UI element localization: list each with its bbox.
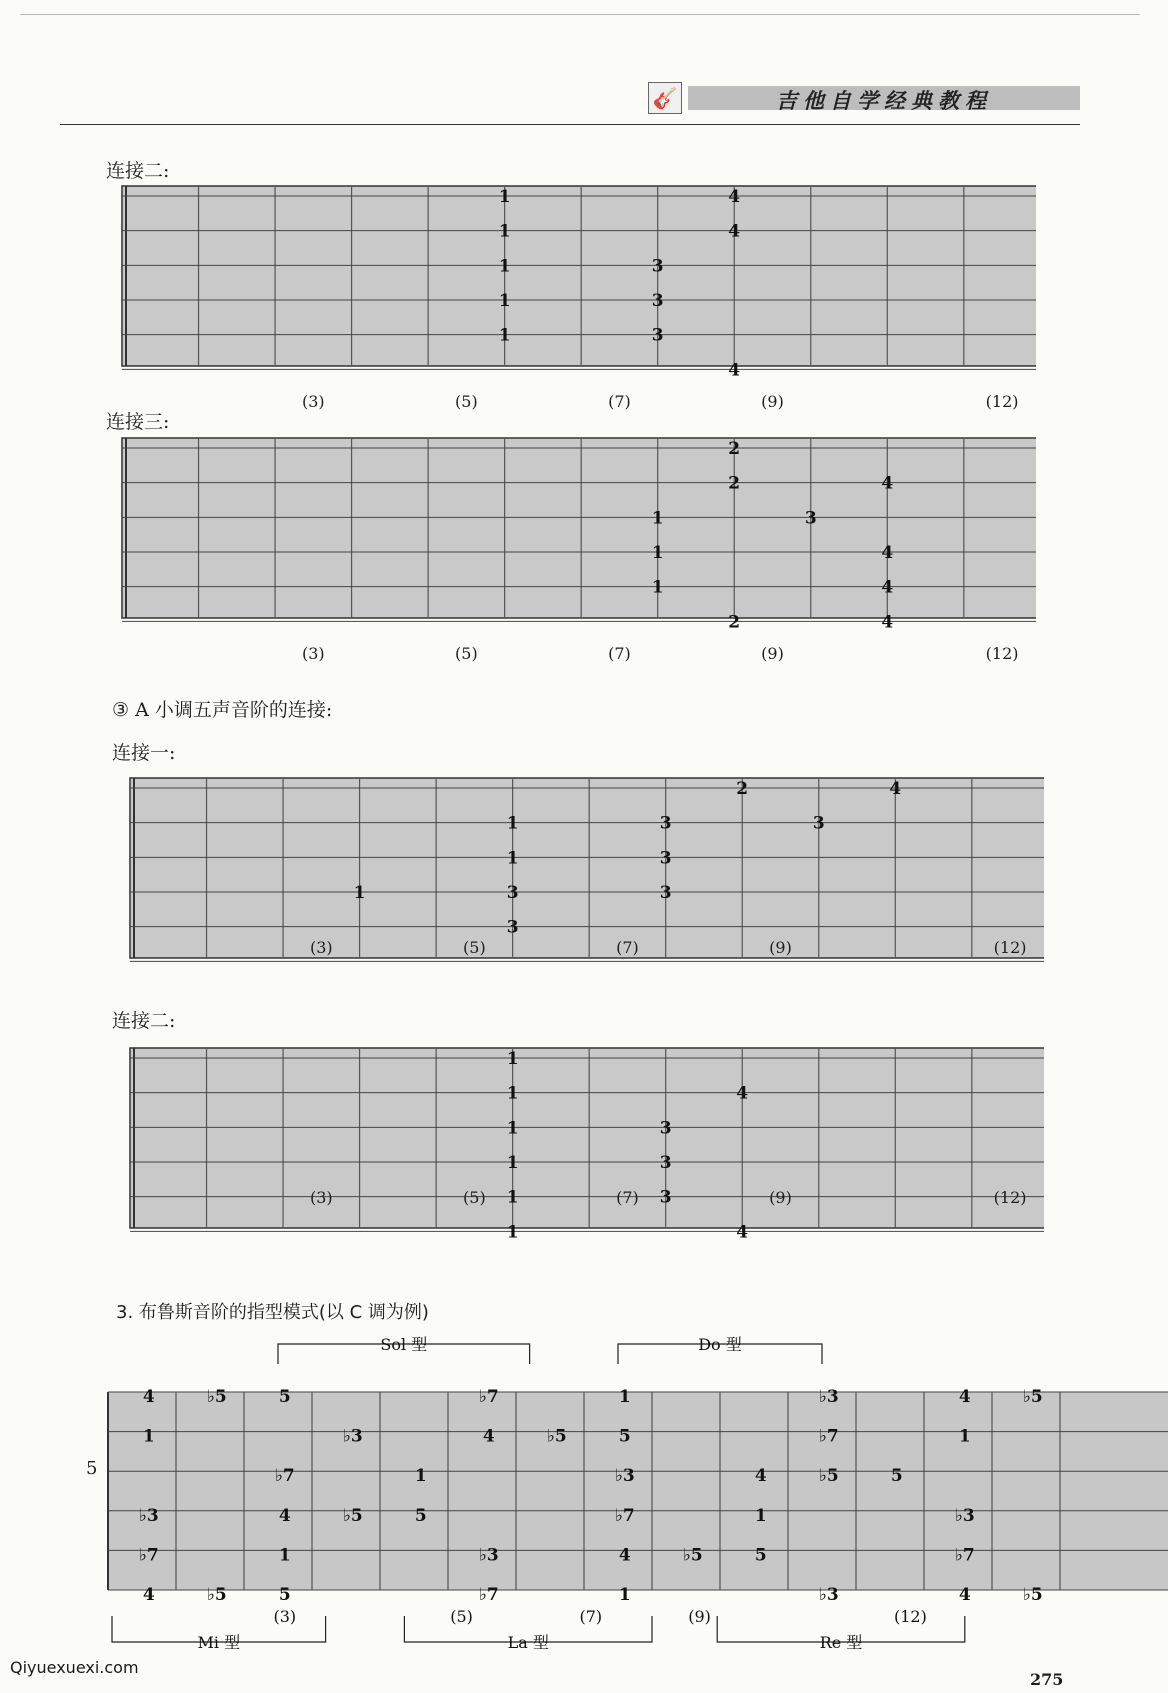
finger-number: 3 bbox=[659, 883, 672, 903]
scale-degree: ♭7 bbox=[954, 1545, 975, 1566]
scale-degree: 4 bbox=[618, 1545, 631, 1566]
finger-number: 4 bbox=[889, 779, 902, 799]
fret-label: (3) bbox=[309, 938, 333, 957]
board-1-label: 连接二: bbox=[106, 160, 170, 182]
blues-fret-label: (12) bbox=[893, 1607, 927, 1626]
string-number: 5 bbox=[86, 1458, 98, 1479]
scale-degree: 4 bbox=[482, 1426, 495, 1447]
fretboard-bg bbox=[130, 1048, 1044, 1228]
scale-degree: 4 bbox=[958, 1585, 971, 1605]
finger-number: 1 bbox=[498, 291, 511, 311]
fretboard-bg bbox=[122, 186, 1036, 366]
fret-label: (5) bbox=[455, 392, 478, 411]
finger-number: 1 bbox=[498, 221, 511, 242]
finger-number: 1 bbox=[506, 1153, 519, 1173]
scale-degree: ♭3 bbox=[954, 1505, 975, 1526]
finger-number: 1 bbox=[506, 813, 519, 834]
fret-label: (12) bbox=[985, 392, 1019, 411]
finger-number: 3 bbox=[659, 813, 672, 834]
fretboard-1 bbox=[110, 178, 1036, 382]
finger-number: 3 bbox=[506, 917, 519, 938]
scale-degree: ♭5 bbox=[546, 1426, 567, 1447]
header-rule bbox=[60, 124, 1080, 125]
finger-number: 4 bbox=[881, 543, 894, 563]
scale-degree: ♭7 bbox=[818, 1426, 839, 1447]
top-rule bbox=[20, 14, 1140, 15]
finger-number: 1 bbox=[506, 1187, 519, 1208]
finger-number: 1 bbox=[651, 508, 664, 529]
page-header bbox=[640, 82, 1080, 113]
finger-number: 1 bbox=[506, 1083, 519, 1104]
finger-number: 1 bbox=[506, 1049, 519, 1069]
finger-number: 4 bbox=[881, 577, 894, 598]
finger-number: 1 bbox=[498, 325, 511, 346]
fretboard-bg bbox=[122, 438, 1036, 618]
finger-number: 4 bbox=[728, 221, 741, 242]
finger-number: 3 bbox=[659, 1153, 672, 1173]
scale-degree: ♭7 bbox=[274, 1466, 295, 1487]
fret-label: (12) bbox=[993, 938, 1027, 957]
scale-degree: ♭7 bbox=[138, 1545, 159, 1566]
finger-number: 4 bbox=[728, 187, 741, 207]
finger-number: 1 bbox=[498, 187, 511, 207]
bracket-label: Sol 型 bbox=[380, 1335, 428, 1354]
scale-degree: ♭7 bbox=[478, 1387, 499, 1407]
scale-degree: 1 bbox=[618, 1585, 631, 1605]
scale-degree: ♭5 bbox=[682, 1545, 703, 1566]
fretboard-3 bbox=[118, 770, 1044, 974]
scale-degree: 4 bbox=[958, 1387, 971, 1407]
fretboard-2 bbox=[110, 430, 1036, 634]
fret-label: (7) bbox=[608, 392, 631, 411]
finger-number: 1 bbox=[651, 543, 664, 563]
scale-degree: 1 bbox=[958, 1426, 971, 1447]
finger-number: 1 bbox=[498, 256, 511, 277]
board-3-label: 连接一: bbox=[112, 742, 176, 764]
finger-number: 3 bbox=[812, 813, 825, 834]
bracket-label: Re 型 bbox=[819, 1633, 863, 1652]
section-title: ③ A 小调五声音阶的连接: bbox=[112, 699, 333, 721]
finger-number: 1 bbox=[506, 848, 519, 869]
bracket-label: Mi 型 bbox=[197, 1633, 241, 1652]
finger-number: 3 bbox=[659, 1187, 672, 1208]
finger-number: 2 bbox=[728, 439, 741, 459]
blues-fret-label: (9) bbox=[688, 1607, 711, 1626]
board-4-label: 连接二: bbox=[112, 1010, 176, 1032]
scale-degree: ♭5 bbox=[206, 1387, 227, 1407]
scale-degree: 4 bbox=[754, 1466, 767, 1487]
scale-degree: 1 bbox=[618, 1387, 631, 1407]
scale-degree: ♭3 bbox=[478, 1545, 499, 1566]
finger-number: 3 bbox=[659, 848, 672, 869]
fret-label: (7) bbox=[608, 644, 631, 663]
scale-degree: ♭5 bbox=[818, 1466, 839, 1487]
fret-label: (5) bbox=[463, 938, 486, 957]
fret-label: (3) bbox=[301, 644, 325, 663]
scale-degree: 5 bbox=[278, 1387, 291, 1407]
book-title: 吉他自学经典教程 bbox=[776, 89, 992, 113]
scale-degree: 1 bbox=[142, 1426, 155, 1447]
finger-number: 4 bbox=[881, 473, 894, 494]
scale-degree: 1 bbox=[414, 1466, 427, 1487]
blues-board-bg bbox=[108, 1392, 1168, 1590]
finger-number: 4 bbox=[728, 360, 741, 381]
scale-degree: 4 bbox=[142, 1585, 155, 1605]
scale-degree: 4 bbox=[142, 1387, 155, 1407]
fret-label: (3) bbox=[309, 1188, 333, 1207]
blues-fret-label: (3) bbox=[273, 1607, 297, 1626]
fret-label: (12) bbox=[993, 1188, 1027, 1207]
bracket-label: La 型 bbox=[507, 1633, 549, 1652]
fretboard-bg bbox=[130, 778, 1044, 958]
scale-degree: 5 bbox=[618, 1426, 631, 1447]
scale-degree: 4 bbox=[278, 1505, 291, 1526]
blues-heading: 3. 布鲁斯音阶的指型模式(以 C 调为例) bbox=[116, 1302, 429, 1323]
fret-label: (9) bbox=[761, 392, 784, 411]
finger-number: 3 bbox=[506, 883, 519, 903]
fret-label: (9) bbox=[761, 644, 784, 663]
scale-degree: ♭5 bbox=[206, 1585, 227, 1605]
fret-label: (9) bbox=[769, 1188, 792, 1207]
fretboard-4 bbox=[118, 1040, 1044, 1244]
finger-number: 3 bbox=[651, 256, 664, 277]
scale-degree: ♭3 bbox=[342, 1426, 363, 1447]
scale-degree: ♭3 bbox=[614, 1466, 635, 1487]
finger-number: 3 bbox=[659, 1118, 672, 1139]
scale-degree: 5 bbox=[890, 1466, 903, 1487]
scale-degree: ♭5 bbox=[1022, 1387, 1043, 1407]
guitar-logo-icon: 🎸 bbox=[648, 82, 682, 114]
finger-number: 1 bbox=[506, 1118, 519, 1139]
scale-degree: ♭5 bbox=[1022, 1585, 1043, 1605]
fret-label: (5) bbox=[455, 644, 478, 663]
finger-number: 2 bbox=[728, 612, 741, 633]
fret-label: (12) bbox=[985, 644, 1019, 663]
finger-number: 4 bbox=[881, 612, 894, 633]
scale-degree: 5 bbox=[414, 1505, 427, 1526]
watermark: Qiyuexuexi.com bbox=[10, 1658, 139, 1677]
finger-number: 1 bbox=[353, 883, 366, 903]
finger-number: 1 bbox=[506, 1222, 519, 1243]
page-number: 275 bbox=[1030, 1670, 1064, 1689]
blues-fretboard bbox=[100, 1330, 1168, 1660]
board-2-label: 连接三: bbox=[106, 411, 170, 433]
fret-label: (3) bbox=[301, 392, 325, 411]
fret-label: (5) bbox=[463, 1188, 486, 1207]
finger-number: 1 bbox=[651, 577, 664, 598]
scale-degree: 5 bbox=[278, 1585, 291, 1605]
scale-degree: 1 bbox=[278, 1545, 291, 1566]
finger-number: 3 bbox=[651, 291, 664, 311]
fret-label: (7) bbox=[616, 938, 639, 957]
scale-degree: 5 bbox=[754, 1545, 767, 1566]
blues-fret-label: (5) bbox=[450, 1607, 473, 1626]
fret-label: (9) bbox=[769, 938, 792, 957]
bracket-label: Do 型 bbox=[698, 1335, 742, 1354]
finger-number: 2 bbox=[728, 473, 741, 494]
finger-number: 3 bbox=[651, 325, 664, 346]
scale-degree: ♭3 bbox=[818, 1585, 839, 1605]
finger-number: 4 bbox=[736, 1083, 749, 1104]
scale-degree: ♭7 bbox=[614, 1505, 635, 1526]
scale-degree: ♭3 bbox=[138, 1505, 159, 1526]
scale-degree: ♭3 bbox=[818, 1387, 839, 1407]
scale-degree: 1 bbox=[754, 1505, 767, 1526]
finger-number: 3 bbox=[804, 508, 817, 529]
scale-degree: ♭7 bbox=[478, 1585, 499, 1605]
scale-degree: ♭5 bbox=[342, 1505, 363, 1526]
fret-label: (7) bbox=[616, 1188, 639, 1207]
finger-number: 2 bbox=[736, 779, 749, 799]
finger-number: 4 bbox=[736, 1222, 749, 1243]
blues-fret-label: (7) bbox=[579, 1607, 603, 1626]
